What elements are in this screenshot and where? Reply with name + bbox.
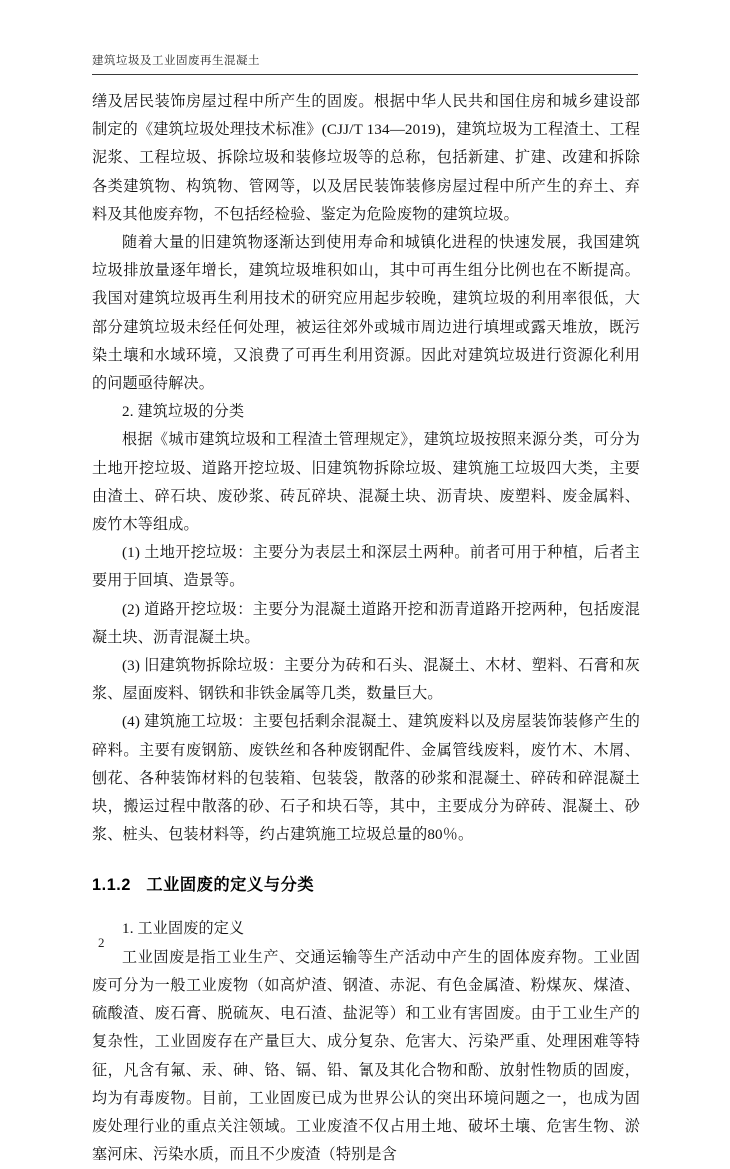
running-header: 建筑垃圾及工业固废再生混凝土 — [92, 55, 260, 67]
page-number: 2 — [98, 935, 105, 950]
spacer-above-section — [92, 849, 640, 871]
paragraph-8-item-4: (4) 建筑施工垃圾：主要包括剩余混凝土、建筑废料以及房屋装饰装修产生的碎料。主要有废钢筋、废铁丝和各种废钢配件、金属管线废料，废竹木、木屑、刨花、各种装饰材料的包装箱、包装袋，散落的砂浆和混凝土、碎砖和碎混凝土块，搬运过程中散落的砂、石子和块石等，其中，主要成分为碎砖、混凝土、砂浆、桩头、包装材料等，约占建筑施工垃圾总量的80％。 — [92, 714, 640, 844]
section-number: 1.1.2 — [92, 876, 132, 895]
paragraph-2: 随着大量的旧建筑物逐渐达到使用寿命和城镇化进程的快速发展，我国建筑垃圾排放量逐年增长，建筑垃圾堆积如山，其中可再生组分比例也在不断提高。我国对建筑垃圾再生利用技术的研究应用起步较晚，建筑垃圾的利用率很低，大部分建筑垃圾未经任何处理，被运往郊外或城市周边进行填埋或露天堆放，既污染土壤和水域环境，又浪费了可再生利用资源。因此对建筑垃圾进行资源化利用的问题亟待解决。 — [92, 235, 640, 393]
subsection-heading: 1. 工业固废的定义 — [122, 921, 245, 938]
section-title: 工业固废的定义与分类 — [146, 876, 315, 895]
header-divider — [92, 74, 638, 75]
paragraph-1: 缮及居民装饰房屋过程中所产生的固废。根据中华人民共和国住房和城乡建设部制定的《建筑垃圾处理技术标准》(CJJ/T 134—2019)，建筑垃圾为工程渣土、工程泥浆、工程垃圾、拆除垃圾和装修垃圾等的总称，包括新建、扩建、改建和拆除各类建筑物、构筑物、管网等，以及居民装饰装修房屋过程中所产生的弃土、弃料及其他废弃物，不包括经检验、鉴定为危险废物的建筑垃圾。 — [92, 94, 640, 223]
paragraph-5-item-1: (1) 土地开挖垃圾：主要分为表层土和深层土两种。前者可用于种植，后者主要用于回填、造景等。 — [92, 545, 640, 590]
spacer-below-section — [92, 899, 640, 915]
section-paragraph-1: 工业固废是指工业生产、交通运输等生产活动中产生的固体废弃物。工业固废可分为一般工业废物（如高炉渣、钢渣、赤泥、有色金属渣、粉煤灰、煤渣、硫酸渣、废石膏、脱硫灰、电石渣、盐泥等）和工业有害固废。由于工业生产的复杂性，工业固废存在产量巨大、成分复杂、危害大、污染严重、处理困难等特征，凡含有氟、汞、砷、铬、镉、铅、氰及其化合物和酚、放射性物质的固废，均为有毒废物。目前，工业固废已成为世界公认的突出环境问题之一，也成为固废处理行业的重点关注领域。工业废渣不仅占用土地、破坏土壤、危害生物、淤塞河床、污染水质，而且不少废渣（特别是含 — [92, 949, 640, 1164]
page-content — [92, 88, 640, 1169]
paragraph-7-item-3: (3) 旧建筑物拆除垃圾：主要分为砖和石头、混凝土、木材、塑料、石膏和灰浆、屋面废料、钢铁和非铁金属等几类，数量巨大。 — [92, 658, 640, 703]
paragraph-4: 根据《城市建筑垃圾和工程渣土管理规定》，建筑垃圾按照来源分类，可分为土地开挖垃圾、道路开挖垃圾、旧建筑物拆除垃圾、建筑施工垃圾四大类，主要由渣土、碎石块、废砂浆、砖瓦碎块、混凝土块、沥青块、废塑料、废金属料、废竹木等组成。 — [92, 432, 640, 534]
paragraph-3-heading: 2. 建筑垃圾的分类 — [122, 404, 245, 421]
paragraph-6-item-2: (2) 道路开挖垃圾：主要分为混凝土道路开挖和沥青道路开挖两种，包括废混凝土块、沥青混凝土块。 — [92, 601, 640, 646]
section-heading — [92, 871, 640, 899]
